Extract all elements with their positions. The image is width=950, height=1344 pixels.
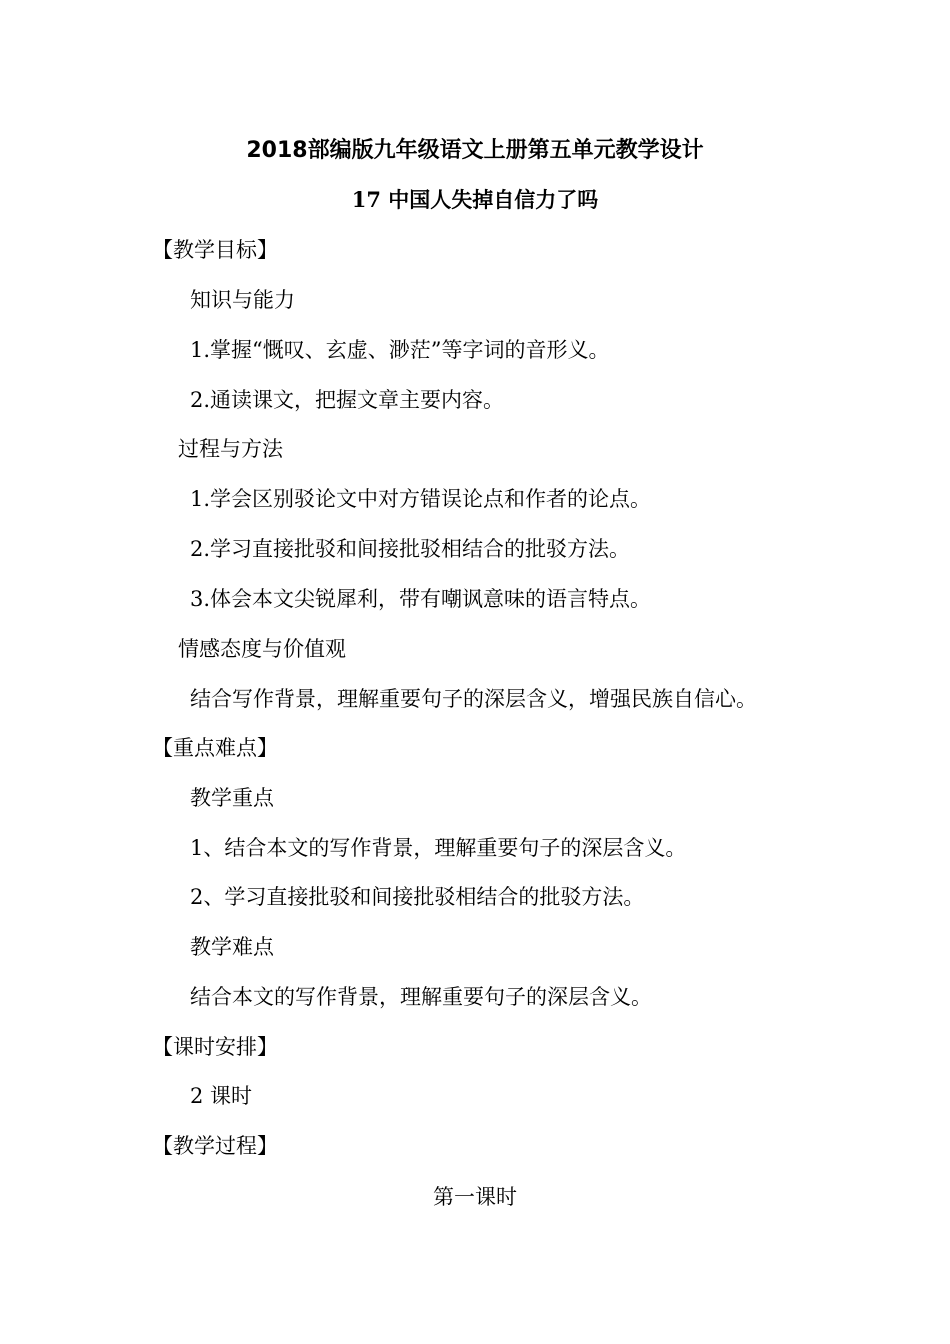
first-lesson-heading: 第一课时 (433, 1185, 517, 1209)
process-item: 1.学会区别驳论文中对方错误论点和作者的论点。 (190, 487, 652, 511)
objectives-heading: 【教学目标】 (152, 238, 278, 262)
emotion-heading: 情感态度与价值观 (178, 637, 346, 661)
key-points-heading: 【重点难点】 (152, 736, 278, 760)
knowledge-heading: 知识与能力 (190, 288, 295, 312)
difficulty-heading: 教学难点 (190, 935, 274, 959)
difficulty-text: 结合本文的写作背景，理解重要句子的深层含义。 (190, 985, 652, 1009)
lesson-title: 17 中国人失掉自信力了吗 (351, 187, 599, 212)
process-item: 2.学习直接批驳和间接批驳相结合的批驳方法。 (190, 537, 631, 561)
process-item: 3.体会本文尖锐犀利，带有嘲讽意味的语言特点。 (190, 587, 652, 611)
focus-heading: 教学重点 (190, 786, 274, 810)
document-title: 2018部编版九年级语文上册第五单元教学设计 (246, 138, 704, 163)
focus-item: 1、结合本文的写作背景，理解重要句子的深层含义。 (190, 836, 687, 860)
knowledge-item: 1.掌握“慨叹、玄虚、渺茫”等字词的音形义。 (190, 338, 610, 362)
focus-item: 2、学习直接批驳和间接批驳相结合的批驳方法。 (190, 885, 645, 909)
schedule-text: 2 课时 (190, 1084, 253, 1108)
emotion-text: 结合写作背景，理解重要句子的深层含义，增强民族自信心。 (190, 687, 757, 711)
teaching-process-heading: 【教学过程】 (152, 1134, 278, 1158)
knowledge-item: 2.通读课文，把握文章主要内容。 (190, 388, 505, 412)
schedule-heading: 【课时安排】 (152, 1035, 278, 1059)
process-method-heading: 过程与方法 (178, 437, 283, 461)
